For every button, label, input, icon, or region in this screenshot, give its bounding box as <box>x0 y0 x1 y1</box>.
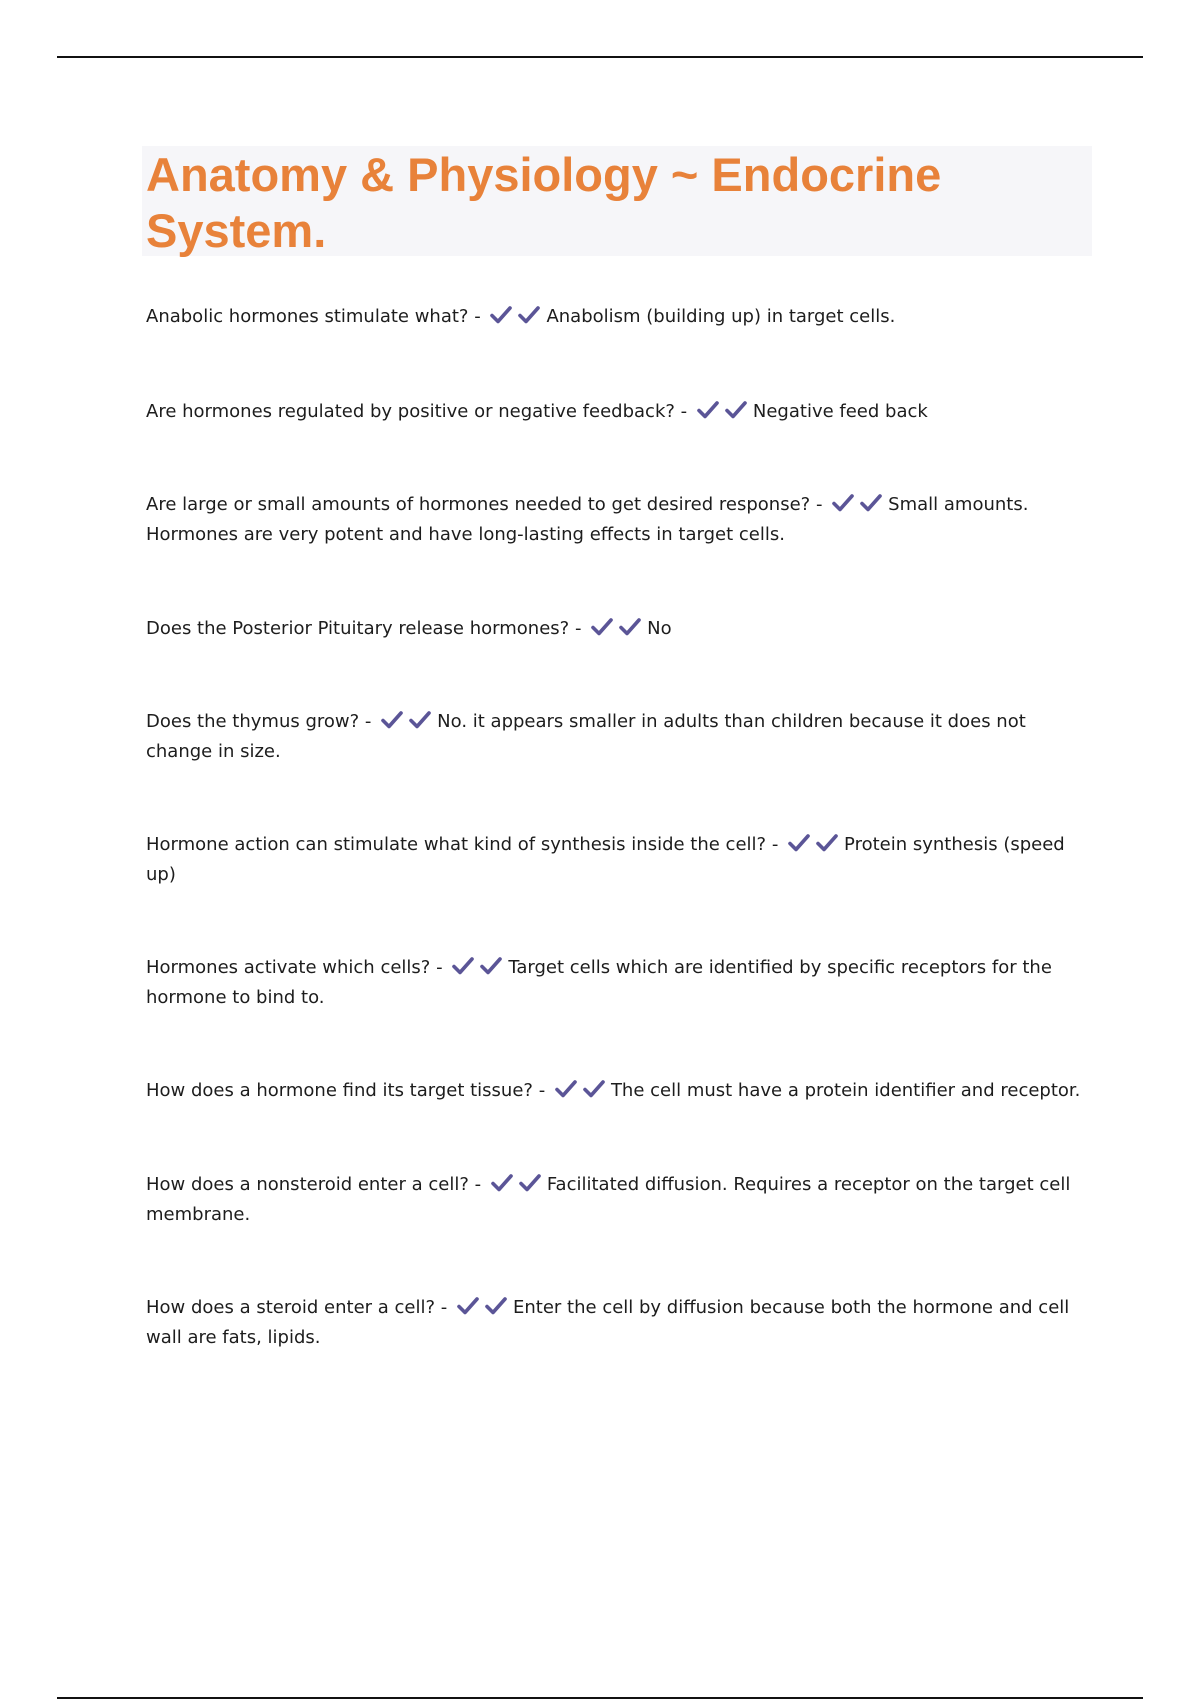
top-rule <box>57 56 1143 58</box>
check-icon <box>491 1174 513 1192</box>
separator: - <box>474 306 481 327</box>
check-icon <box>788 834 810 852</box>
answer-text: No. it appears smaller in adults than children because it does not change in size. <box>146 711 1026 762</box>
answer-text: Enter the cell by diffusion because both the hormone and cell wall are fats, lipids. <box>146 1297 1070 1348</box>
answer-text: The cell must have a protein identifier and receptor. <box>610 1080 1081 1101</box>
question-text: How does a hormone find its target tissue? <box>146 1080 533 1101</box>
check-icon <box>697 401 719 419</box>
qa-entry <box>146 707 1096 767</box>
check-icon <box>485 1297 507 1315</box>
question-text: Are large or small amounts of hormones needed to get desired response? <box>146 494 811 515</box>
separator: - <box>538 1080 546 1101</box>
question-text: Anabolic hormones stimulate what? <box>146 306 469 327</box>
answer-text: Negative feed back <box>752 401 928 422</box>
question-text: How does a steroid enter a cell? <box>146 1297 436 1318</box>
question-text: Does the thymus grow? <box>146 711 360 732</box>
check-icon <box>518 306 540 324</box>
question-text: How does a nonsteroid enter a cell? <box>146 1174 469 1195</box>
check-icon <box>409 711 431 729</box>
check-icon <box>583 1080 605 1098</box>
separator: - <box>440 1297 448 1318</box>
qa-entry <box>146 490 1096 550</box>
question-text: Does the Posterior Pituitary release hormones? <box>146 618 570 639</box>
check-icon <box>725 401 747 419</box>
check-icon <box>816 834 838 852</box>
qa-entry <box>146 1293 1096 1353</box>
separator: - <box>364 711 372 732</box>
check-icon <box>381 711 403 729</box>
check-icon <box>619 618 641 636</box>
check-icon <box>452 957 474 975</box>
question-text: Hormones activate which cells? <box>146 957 431 978</box>
separator: - <box>815 494 823 515</box>
check-icon <box>457 1297 479 1315</box>
qa-entry <box>146 830 1096 890</box>
check-icon <box>860 494 882 512</box>
check-icon <box>832 494 854 512</box>
answer-text: Anabolism (building up) in target cells. <box>546 306 896 327</box>
qa-entry <box>146 397 1096 427</box>
separator: - <box>436 957 443 978</box>
qa-entry <box>146 302 1096 332</box>
answer-text: Small amounts. Hormones are very potent and have long-lasting effects in target cells. <box>146 494 1029 545</box>
qa-entry <box>146 1076 1096 1106</box>
separator: - <box>680 401 688 422</box>
check-icon <box>519 1174 541 1192</box>
question-text: Hormone action can stimulate what kind of synthesis inside the cell? <box>146 834 767 855</box>
check-icon <box>490 306 512 324</box>
qa-entry <box>146 953 1096 1013</box>
check-icon <box>555 1080 577 1098</box>
separator: - <box>474 1174 482 1195</box>
separator: - <box>574 618 582 639</box>
qa-entry <box>146 614 1096 644</box>
answer-text: No <box>647 618 672 639</box>
answer-text: Target cells which are identified by specific receptors for the hormone to bind to. <box>146 957 1052 1008</box>
answer-text: Protein synthesis (speed up) <box>146 834 1065 885</box>
page-title: Anatomy & Physiology ~ Endocrine System. <box>146 148 942 257</box>
question-text: Are hormones regulated by positive or negative feedback? <box>146 401 675 422</box>
separator: - <box>771 834 779 855</box>
qa-entry <box>146 1170 1096 1230</box>
check-icon <box>591 618 613 636</box>
bottom-rule <box>57 1697 1143 1699</box>
answer-text: Facilitated diffusion. Requires a receptor on the target cell membrane. <box>146 1174 1071 1225</box>
check-icon <box>480 957 502 975</box>
